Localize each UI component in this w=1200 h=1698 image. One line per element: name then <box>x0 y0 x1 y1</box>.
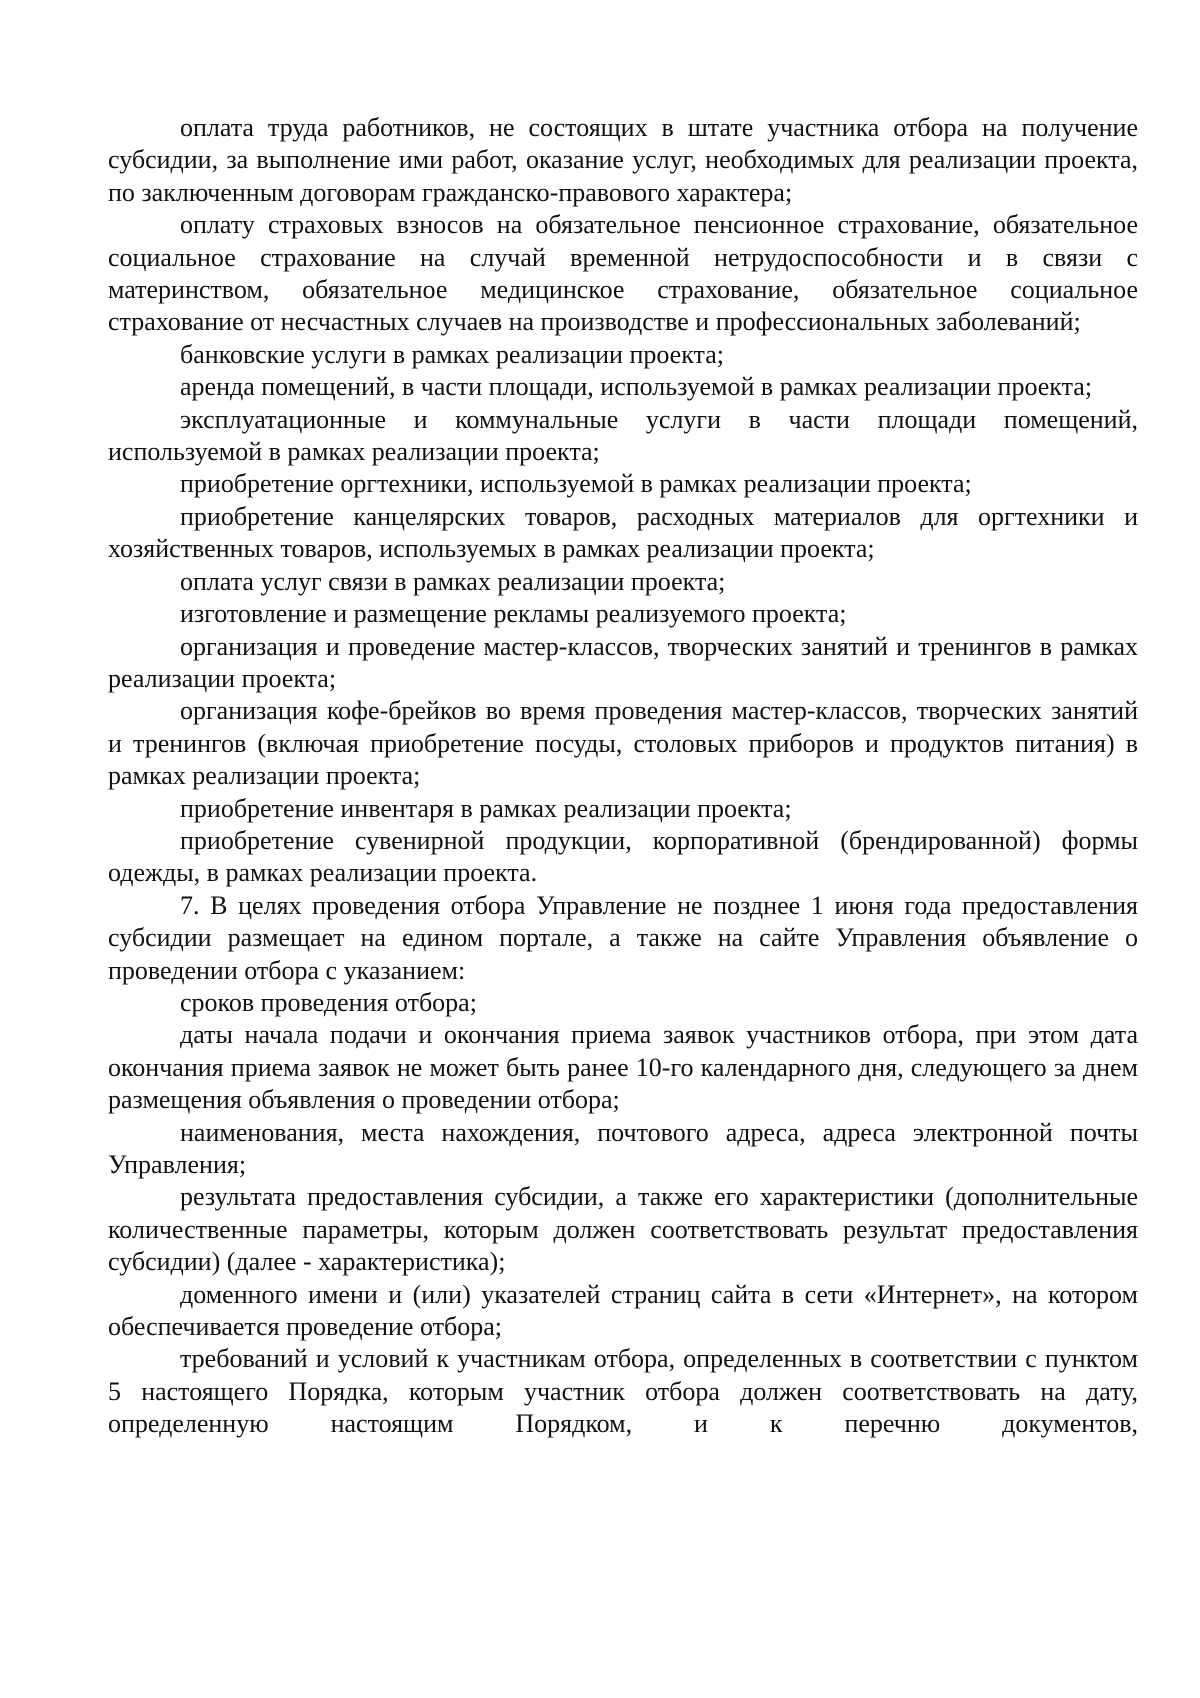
paragraph: наименования, места нахождения, почтового адреса, адреса электронной почты Управления; <box>108 1117 1138 1179</box>
section-7-paragraph: 7. В целях проведения отбора Управление не позднее 1 июня года предоставления субсидии размещает на едином портале, а также на сайте Управления объявление о проведении отбора с указанием: <box>108 890 1138 985</box>
paragraph: требований и условий к участникам отбора, определенных в соответствии с пунктом 5 настоящего Порядка, которым участник отбора должен соответствовать на дату, определенную настоящим Порядком, и к перечню документов, <box>108 1344 1138 1439</box>
paragraph: даты начала подачи и окончания приема заявок участников отбора, при этом дата окончания приема заявок не может быть ранее 10-го календарного дня, следующего за днем размещения объявления о проведении отбора; <box>108 1020 1138 1115</box>
document-body <box>108 112 1138 1441</box>
paragraph: банковские услуги в рамках реализации проекта; <box>180 339 724 369</box>
paragraph: приобретение оргтехники, используемой в рамках реализации проекта; <box>180 469 972 499</box>
paragraph: аренда помещений, в части площади, используемой в рамках реализации проекта; <box>180 372 1093 402</box>
paragraph: приобретение сувенирной продукции, корпоративной (брендированной) формы одежды, в рамках реализации проекта. <box>108 825 1138 888</box>
paragraph: приобретение канцелярских товаров, расходных материалов для оргтехники и хозяйственных товаров, используемых в рамках реализации проекта; <box>108 501 1138 564</box>
paragraph: результата предоставления субсидии, а также его характеристики (дополнительные количественные параметры, которым должен соответствовать результат предоставления субсидии) (далее - характеристика); <box>108 1182 1138 1277</box>
paragraph: организация и проведение мастер-классов, творческих занятий и тренингов в рамках реализации проекта; <box>108 631 1138 693</box>
paragraph: изготовление и размещение рекламы реализуемого проекта; <box>180 599 847 629</box>
paragraph: сроков проведения отбора; <box>180 987 477 1017</box>
paragraph: оплата труда работников, не состоящих в штате участника отбора на получение субсидии, за выполнение ими работ, оказание услуг, необходимых для реализации проекта, по заключенным договорам гражданско-правового характера; <box>108 113 1138 207</box>
paragraph: организация кофе-брейков во время проведения мастер-классов, творческих занятий и тренингов (включая приобретение посуды, столовых приборов и продуктов питания) в рамках реализации проекта; <box>108 696 1138 791</box>
paragraph: приобретение инвентаря в рамках реализации проекта; <box>180 793 792 823</box>
paragraph: доменного имени и (или) указателей страниц сайта в сети «Интернет», на котором обеспечивается проведение отбора; <box>108 1279 1138 1342</box>
paragraph: оплату страховых взносов на обязательное пенсионное страхование, обязательное социальное страхование на случай временной нетрудоспособности и в связи с материнством, обязательное медицинское страхование, обязательное социальное страхование от несчастных случаев на производстве и профессиональных заболеваний; <box>108 210 1138 337</box>
paragraph: оплата услуг связи в рамках реализации проекта; <box>180 566 726 596</box>
paragraph: эксплуатационные и коммунальные услуги в части площади помещений, используемой в рамках реализации проекта; <box>108 404 1138 467</box>
